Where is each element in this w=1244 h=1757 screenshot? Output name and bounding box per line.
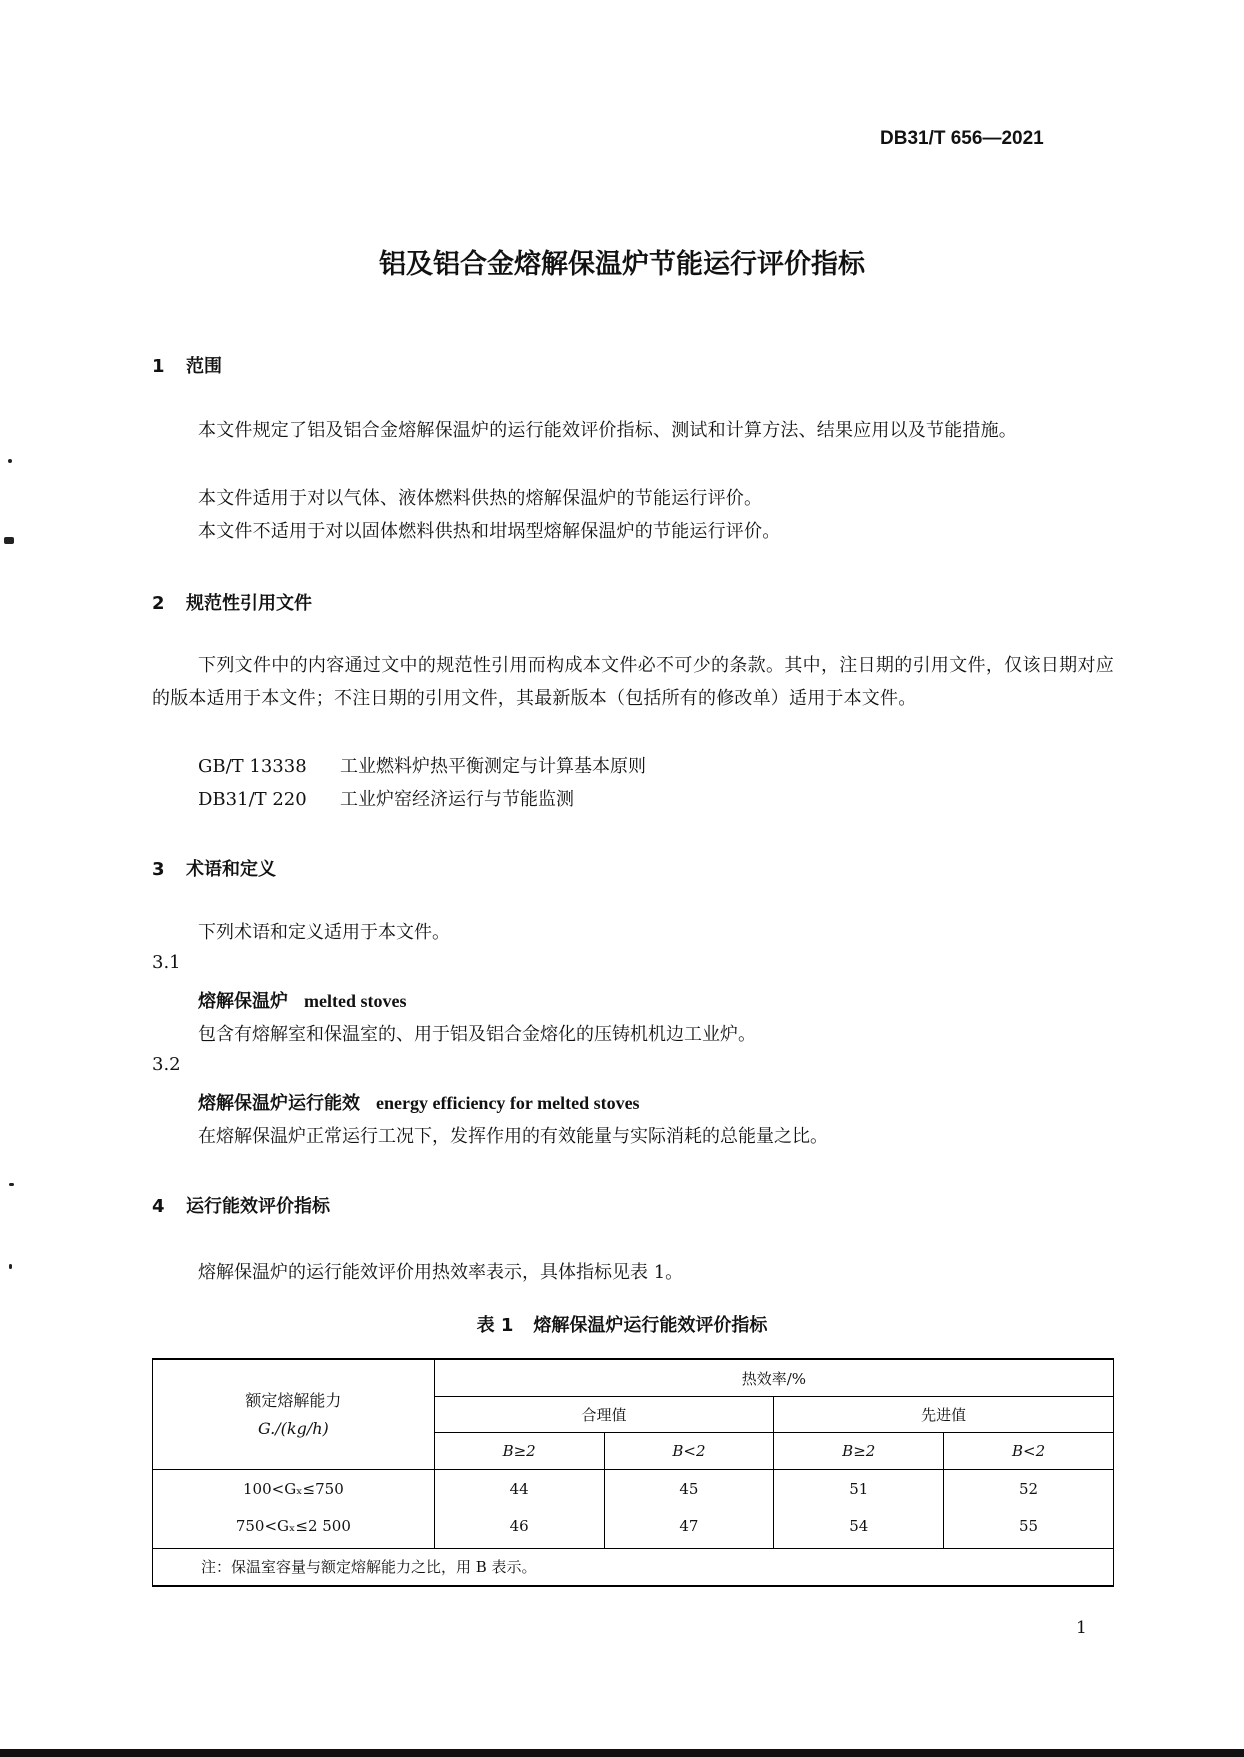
- b-ge-header: B≥2: [434, 1433, 604, 1470]
- term-zh: 熔解保温炉: [198, 991, 288, 1012]
- scan-speck: [8, 459, 12, 463]
- section-title: 术语和定义: [186, 859, 276, 880]
- term-en: energy efficiency for melted stoves: [376, 1093, 640, 1113]
- section-title: 范围: [186, 356, 222, 377]
- section-2-heading: [152, 589, 312, 615]
- efficiency-table: [152, 1358, 1114, 1587]
- table-caption: [0, 1311, 1244, 1337]
- section-1-para-2: 本文件适用于对以气体、液体燃料供热的熔解保温炉的节能运行评价。: [198, 488, 763, 509]
- section-number: 2: [152, 593, 165, 614]
- scan-speck: [4, 537, 14, 544]
- row-header-cell: [153, 1359, 435, 1470]
- table-caption-number: 表 1: [476, 1315, 514, 1336]
- section-3-intro: 下列术语和定义适用于本文件。: [198, 922, 450, 943]
- capacity-range: 100<Gₓ≤750: [153, 1470, 435, 1508]
- reference-code: GB/T 13338: [198, 756, 307, 777]
- scan-speck: [9, 1183, 14, 1186]
- section-1-heading: [152, 352, 222, 378]
- section-1-para-3: 本文件不适用于对以固体燃料供热和坩埚型熔解保温炉的节能运行评价。: [198, 521, 781, 542]
- term-definition: 在熔解保温炉正常运行工况下，发挥作用的有效能量与实际消耗的总能量之比。: [198, 1126, 828, 1147]
- reasonable-header: 合理值: [434, 1397, 774, 1433]
- b-lt-header: B<2: [604, 1433, 774, 1470]
- term-number: 3.1: [152, 952, 181, 973]
- capacity-range: 750<Gₓ≤2 500: [153, 1507, 435, 1549]
- term-heading: [198, 1089, 640, 1115]
- section-3-heading: [152, 855, 276, 881]
- table-cell: 47: [604, 1507, 774, 1549]
- table-note: 注：保温室容量与额定熔解能力之比，用 B 表示。: [153, 1549, 1114, 1587]
- table-note-row: [153, 1549, 1114, 1587]
- section-1-para-1: 本文件规定了铝及铝合金熔解保温炉的运行能效评价指标、测试和计算方法、结果应用以及节能措施。: [198, 420, 1017, 441]
- table-header-row: [153, 1359, 1114, 1397]
- table-row: [153, 1470, 1114, 1508]
- section-number: 3: [152, 859, 165, 880]
- term-zh: 熔解保温炉运行能效: [198, 1093, 360, 1114]
- table-cell: 45: [604, 1470, 774, 1508]
- section-number: 4: [152, 1196, 165, 1217]
- document-code: DB31/T 656—2021: [880, 128, 1044, 149]
- term-number: 3.2: [152, 1054, 181, 1075]
- col-group-header: 热效率/%: [434, 1359, 1113, 1397]
- term-en: melted stoves: [304, 991, 407, 1011]
- advanced-header: 先进值: [774, 1397, 1114, 1433]
- reference-title: 工业炉窑经济运行与节能监测: [340, 789, 574, 810]
- section-4-heading: [152, 1192, 330, 1218]
- section-number: 1: [152, 356, 165, 377]
- term-heading: [198, 987, 406, 1013]
- table-cell: 51: [774, 1470, 944, 1508]
- table-cell: 52: [944, 1470, 1114, 1508]
- table-caption-title: 熔解保温炉运行能效评价指标: [533, 1315, 768, 1336]
- term-definition: 包含有熔解室和保温室的、用于铝及铝合金熔化的压铸机机边工业炉。: [198, 1024, 756, 1045]
- table-cell: 55: [944, 1507, 1114, 1549]
- section-2-para-1: 下列文件中的内容通过文中的规范性引用而构成本文件必不可少的条款。其中，注日期的引用文件，仅该日期对应的版本适用于本文件；不注日期的引用文件，其最新版本（包括所有的修改单）适用于本文件。: [152, 655, 1114, 709]
- b-lt-header: B<2: [944, 1433, 1114, 1470]
- reference-title: 工业燃料炉热平衡测定与计算基本原则: [340, 756, 646, 777]
- row-header-unit: G./(kg/h): [257, 1418, 329, 1438]
- section-title: 运行能效评价指标: [186, 1196, 330, 1217]
- reference-code: DB31/T 220: [198, 789, 307, 810]
- row-header-label: 额定熔解能力: [245, 1390, 342, 1410]
- table-cell: 54: [774, 1507, 944, 1549]
- scan-speck: [9, 1264, 12, 1269]
- page-number: 1: [1076, 1618, 1087, 1638]
- table-cell: 44: [434, 1470, 604, 1508]
- section-4-para-1: 熔解保温炉的运行能效评价用热效率表示，具体指标见表 1。: [198, 1262, 684, 1283]
- b-ge-header: B≥2: [774, 1433, 944, 1470]
- reference-item: [198, 785, 574, 811]
- section-title: 规范性引用文件: [186, 593, 312, 614]
- table-row: [153, 1507, 1114, 1549]
- document-title: 铝及铝合金熔解保温炉节能运行评价指标: [379, 249, 865, 280]
- reference-item: [198, 752, 646, 778]
- scan-bottom-edge: [0, 1749, 1244, 1757]
- table-cell: 46: [434, 1507, 604, 1549]
